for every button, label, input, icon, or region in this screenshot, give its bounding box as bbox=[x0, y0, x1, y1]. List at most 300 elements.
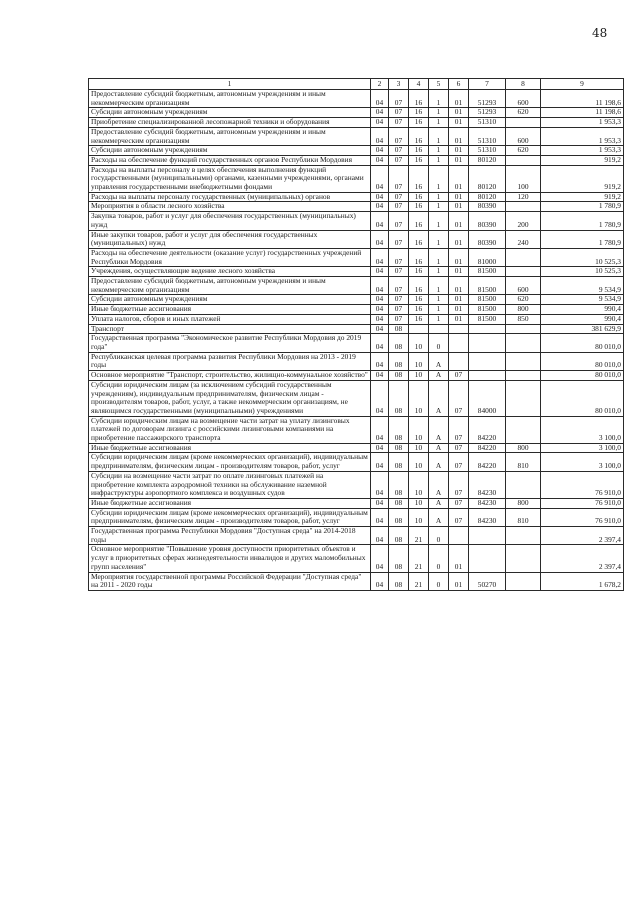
expense-type-code-cell bbox=[506, 118, 541, 128]
direction-code-cell: 80120 bbox=[469, 165, 506, 192]
direction-code-cell: 50270 bbox=[469, 572, 506, 590]
section-code-cell: 04 bbox=[371, 118, 389, 128]
amount-cell: 80 010,0 bbox=[541, 371, 624, 381]
direction-code-cell: 84230 bbox=[469, 498, 506, 508]
subprogram-code-cell: А bbox=[429, 371, 449, 381]
amount-cell: 3 100,0 bbox=[541, 416, 624, 443]
subprogram-code-cell: 1 bbox=[429, 202, 449, 212]
row-name-cell: Иные бюджетные ассигнования bbox=[89, 498, 371, 508]
direction-code-cell: 80120 bbox=[469, 192, 506, 202]
event-code-cell: 01 bbox=[449, 314, 469, 324]
subsection-code-cell: 07 bbox=[389, 230, 409, 248]
table-row bbox=[89, 498, 624, 508]
program-code-cell: 10 bbox=[409, 453, 429, 471]
direction-code-cell: 80120 bbox=[469, 155, 506, 165]
direction-code-cell: 80390 bbox=[469, 230, 506, 248]
event-code-cell: 07 bbox=[449, 453, 469, 471]
section-code-cell: 04 bbox=[371, 380, 389, 416]
section-code-cell: 04 bbox=[371, 90, 389, 108]
section-code-cell: 04 bbox=[371, 334, 389, 352]
subprogram-code-cell: 1 bbox=[429, 118, 449, 128]
table-row bbox=[89, 277, 624, 295]
program-code-cell: 16 bbox=[409, 295, 429, 305]
table-row bbox=[89, 471, 624, 498]
row-name-cell: Расходы на выплаты персоналу государственных (муниципальных) органов bbox=[89, 192, 371, 202]
expense-type-code-cell: 100 bbox=[506, 165, 541, 192]
row-name-cell: Расходы на обеспечение деятельности (оказание услуг) государственных учреждений Республики Мордовия bbox=[89, 248, 371, 266]
subsection-code-cell: 07 bbox=[389, 295, 409, 305]
table-row bbox=[89, 118, 624, 128]
subsection-code-cell: 07 bbox=[389, 90, 409, 108]
program-code-cell: 16 bbox=[409, 277, 429, 295]
row-name-cell: Учреждения, осуществляющие ведение лесного хозяйства bbox=[89, 267, 371, 277]
direction-code-cell: 84220 bbox=[469, 416, 506, 443]
amount-cell: 919,2 bbox=[541, 155, 624, 165]
table-header-row bbox=[89, 79, 624, 90]
program-code-cell: 16 bbox=[409, 118, 429, 128]
section-code-cell: 04 bbox=[371, 248, 389, 266]
subprogram-code-cell: 0 bbox=[429, 527, 449, 545]
row-name-cell: Государственная программа Республики Мордовия "Доступная среда" на 2014-2018 годы bbox=[89, 527, 371, 545]
expense-type-code-cell bbox=[506, 371, 541, 381]
row-name-cell: Мероприятия государственной программы Российской Федерации "Доступная среда" на 2011 - 2020 годы bbox=[89, 572, 371, 590]
row-name-cell: Субсидии юридическим лицам (кроме некоммерческих организаций), индивидуальным предпринимателям, физическим лицам - производителям товаров, работ, услуг bbox=[89, 508, 371, 526]
subsection-code-cell: 08 bbox=[389, 443, 409, 453]
event-code-cell: 01 bbox=[449, 295, 469, 305]
subsection-code-cell: 07 bbox=[389, 202, 409, 212]
expense-type-code-cell: 810 bbox=[506, 453, 541, 471]
amount-cell: 1 780,9 bbox=[541, 212, 624, 230]
expense-type-code-cell: 600 bbox=[506, 90, 541, 108]
subsection-code-cell: 08 bbox=[389, 471, 409, 498]
expense-type-code-cell bbox=[506, 334, 541, 352]
row-name-cell: Предоставление субсидий бюджетным, автономным учреждениям и иным некоммерческим организациям bbox=[89, 127, 371, 145]
program-code-cell: 16 bbox=[409, 146, 429, 156]
row-name-cell: Субсидии юридическим лицам (за исключением субсидий государственным учреждениям), индивидуальным предпринимателям, физическим лицам - производителям товаров, работ, услуг, а также некоммерческим организациям, не являющимся государственными (муниципальными) учреждениями bbox=[89, 380, 371, 416]
subprogram-code-cell: 1 bbox=[429, 295, 449, 305]
subsection-code-cell: 07 bbox=[389, 192, 409, 202]
section-code-cell: 04 bbox=[371, 202, 389, 212]
expense-type-code-cell bbox=[506, 155, 541, 165]
table-row bbox=[89, 352, 624, 370]
direction-code-cell: 51310 bbox=[469, 146, 506, 156]
amount-cell: 1 953,3 bbox=[541, 127, 624, 145]
column-header: 3 bbox=[389, 79, 409, 90]
program-code-cell: 16 bbox=[409, 155, 429, 165]
amount-cell: 2 397,4 bbox=[541, 545, 624, 572]
program-code-cell: 16 bbox=[409, 248, 429, 266]
amount-cell: 80 010,0 bbox=[541, 352, 624, 370]
expense-type-code-cell: 600 bbox=[506, 127, 541, 145]
expense-type-code-cell bbox=[506, 267, 541, 277]
section-code-cell: 04 bbox=[371, 453, 389, 471]
subsection-code-cell: 07 bbox=[389, 277, 409, 295]
subsection-code-cell: 08 bbox=[389, 498, 409, 508]
event-code-cell: 01 bbox=[449, 572, 469, 590]
program-code-cell: 10 bbox=[409, 498, 429, 508]
subprogram-code-cell: 0 bbox=[429, 334, 449, 352]
event-code-cell: 01 bbox=[449, 90, 469, 108]
table-row bbox=[89, 90, 624, 108]
event-code-cell: 01 bbox=[449, 267, 469, 277]
event-code-cell: 01 bbox=[449, 118, 469, 128]
subsection-code-cell: 08 bbox=[389, 508, 409, 526]
section-code-cell: 04 bbox=[371, 416, 389, 443]
amount-cell: 11 198,6 bbox=[541, 108, 624, 118]
expense-type-code-cell: 240 bbox=[506, 230, 541, 248]
table-row bbox=[89, 443, 624, 453]
subprogram-code-cell: 1 bbox=[429, 108, 449, 118]
table-row bbox=[89, 305, 624, 315]
table-row bbox=[89, 248, 624, 266]
subsection-code-cell: 07 bbox=[389, 146, 409, 156]
section-code-cell: 04 bbox=[371, 572, 389, 590]
program-code-cell: 10 bbox=[409, 416, 429, 443]
event-code-cell: 01 bbox=[449, 108, 469, 118]
section-code-cell: 04 bbox=[371, 508, 389, 526]
event-code-cell: 01 bbox=[449, 230, 469, 248]
subsection-code-cell: 07 bbox=[389, 118, 409, 128]
subsection-code-cell: 08 bbox=[389, 453, 409, 471]
subsection-code-cell: 07 bbox=[389, 314, 409, 324]
direction-code-cell bbox=[469, 527, 506, 545]
program-code-cell: 10 bbox=[409, 371, 429, 381]
event-code-cell: 01 bbox=[449, 165, 469, 192]
row-name-cell: Республиканская целевая программа развития Республики Мордовия на 2013 - 2019 годы bbox=[89, 352, 371, 370]
section-code-cell: 04 bbox=[371, 108, 389, 118]
section-code-cell: 04 bbox=[371, 471, 389, 498]
expense-type-code-cell: 120 bbox=[506, 192, 541, 202]
direction-code-cell: 81000 bbox=[469, 248, 506, 266]
row-name-cell: Расходы на выплаты персоналу в целях обеспечения выполнения функций государственными (муниципальными) органами, казенными учреждениями, органами управления государственными внебюджетными фондами bbox=[89, 165, 371, 192]
row-name-cell: Иные бюджетные ассигнования bbox=[89, 305, 371, 315]
subsection-code-cell: 08 bbox=[389, 334, 409, 352]
direction-code-cell bbox=[469, 324, 506, 334]
amount-cell: 9 534,9 bbox=[541, 295, 624, 305]
event-code-cell: 07 bbox=[449, 508, 469, 526]
direction-code-cell bbox=[469, 352, 506, 370]
subprogram-code-cell: 1 bbox=[429, 248, 449, 266]
table-row bbox=[89, 380, 624, 416]
budget-table bbox=[88, 78, 624, 591]
amount-cell: 80 010,0 bbox=[541, 380, 624, 416]
section-code-cell: 04 bbox=[371, 527, 389, 545]
subsection-code-cell: 08 bbox=[389, 371, 409, 381]
amount-cell: 1 678,2 bbox=[541, 572, 624, 590]
section-code-cell: 04 bbox=[371, 230, 389, 248]
amount-cell: 1 953,3 bbox=[541, 146, 624, 156]
program-code-cell: 16 bbox=[409, 192, 429, 202]
expense-type-code-cell: 200 bbox=[506, 212, 541, 230]
direction-code-cell: 84000 bbox=[469, 380, 506, 416]
row-name-cell: Государственная программа "Экономическое развитие Республики Мордовия до 2019 года" bbox=[89, 334, 371, 352]
program-code-cell: 21 bbox=[409, 572, 429, 590]
amount-cell: 919,2 bbox=[541, 165, 624, 192]
table-row bbox=[89, 334, 624, 352]
direction-code-cell: 51310 bbox=[469, 127, 506, 145]
direction-code-cell: 51293 bbox=[469, 108, 506, 118]
section-code-cell: 04 bbox=[371, 371, 389, 381]
amount-cell: 11 198,6 bbox=[541, 90, 624, 108]
subsection-code-cell: 07 bbox=[389, 305, 409, 315]
event-code-cell: 07 bbox=[449, 471, 469, 498]
direction-code-cell: 84220 bbox=[469, 453, 506, 471]
direction-code-cell: 80390 bbox=[469, 202, 506, 212]
row-name-cell: Уплата налогов, сборов и иных платежей bbox=[89, 314, 371, 324]
row-name-cell: Транспорт bbox=[89, 324, 371, 334]
subprogram-code-cell: 1 bbox=[429, 277, 449, 295]
amount-cell: 10 525,3 bbox=[541, 248, 624, 266]
expense-type-code-cell: 800 bbox=[506, 305, 541, 315]
amount-cell: 10 525,3 bbox=[541, 267, 624, 277]
event-code-cell: 07 bbox=[449, 416, 469, 443]
subprogram-code-cell: 1 bbox=[429, 90, 449, 108]
event-code-cell: 01 bbox=[449, 192, 469, 202]
subsection-code-cell: 07 bbox=[389, 248, 409, 266]
event-code-cell bbox=[449, 352, 469, 370]
subprogram-code-cell: 1 bbox=[429, 230, 449, 248]
row-name-cell: Субсидии юридическим лицам на возмещение части затрат на уплату лизинговых платежей по договорам лизинга с российскими лизинговыми компаниями на приобретение пассажирского транспорта bbox=[89, 416, 371, 443]
event-code-cell: 07 bbox=[449, 443, 469, 453]
table-row bbox=[89, 202, 624, 212]
direction-code-cell: 51310 bbox=[469, 118, 506, 128]
table-row bbox=[89, 572, 624, 590]
event-code-cell: 01 bbox=[449, 305, 469, 315]
section-code-cell: 04 bbox=[371, 352, 389, 370]
section-code-cell: 04 bbox=[371, 165, 389, 192]
event-code-cell: 01 bbox=[449, 277, 469, 295]
amount-cell: 76 910,0 bbox=[541, 498, 624, 508]
row-name-cell: Закупка товаров, работ и услуг для обеспечения государственных (муниципальных) нужд bbox=[89, 212, 371, 230]
subsection-code-cell: 07 bbox=[389, 267, 409, 277]
subprogram-code-cell: А bbox=[429, 416, 449, 443]
section-code-cell: 04 bbox=[371, 305, 389, 315]
subprogram-code-cell bbox=[429, 324, 449, 334]
column-header: 7 bbox=[469, 79, 506, 90]
program-code-cell: 10 bbox=[409, 352, 429, 370]
section-code-cell: 04 bbox=[371, 146, 389, 156]
subprogram-code-cell: 1 bbox=[429, 305, 449, 315]
row-name-cell: Предоставление субсидий бюджетным, автономным учреждениям и иным некоммерческим организациям bbox=[89, 277, 371, 295]
subsection-code-cell: 07 bbox=[389, 165, 409, 192]
program-code-cell: 10 bbox=[409, 334, 429, 352]
subprogram-code-cell: 1 bbox=[429, 314, 449, 324]
table-row bbox=[89, 314, 624, 324]
amount-cell: 9 534,9 bbox=[541, 277, 624, 295]
subprogram-code-cell: А bbox=[429, 352, 449, 370]
expense-type-code-cell: 620 bbox=[506, 108, 541, 118]
subprogram-code-cell: А bbox=[429, 498, 449, 508]
expense-type-code-cell bbox=[506, 416, 541, 443]
direction-code-cell: 84220 bbox=[469, 443, 506, 453]
program-code-cell: 10 bbox=[409, 443, 429, 453]
program-code-cell: 21 bbox=[409, 527, 429, 545]
section-code-cell: 04 bbox=[371, 212, 389, 230]
direction-code-cell: 84230 bbox=[469, 508, 506, 526]
section-code-cell: 04 bbox=[371, 155, 389, 165]
row-name-cell: Предоставление субсидий бюджетным, автономным учреждениям и иным некоммерческим организациям bbox=[89, 90, 371, 108]
program-code-cell: 10 bbox=[409, 508, 429, 526]
expense-type-code-cell: 850 bbox=[506, 314, 541, 324]
direction-code-cell: 81500 bbox=[469, 295, 506, 305]
expense-type-code-cell bbox=[506, 527, 541, 545]
event-code-cell: 01 bbox=[449, 202, 469, 212]
row-name-cell: Иные бюджетные ассигнования bbox=[89, 443, 371, 453]
program-code-cell: 16 bbox=[409, 212, 429, 230]
amount-cell: 381 629,9 bbox=[541, 324, 624, 334]
event-code-cell bbox=[449, 334, 469, 352]
column-header: 9 bbox=[541, 79, 624, 90]
event-code-cell bbox=[449, 324, 469, 334]
row-name-cell: Субсидии автономным учреждениям bbox=[89, 295, 371, 305]
program-code-cell: 21 bbox=[409, 545, 429, 572]
program-code-cell: 16 bbox=[409, 127, 429, 145]
column-header: 6 bbox=[449, 79, 469, 90]
event-code-cell: 01 bbox=[449, 545, 469, 572]
subsection-code-cell: 08 bbox=[389, 416, 409, 443]
table-row bbox=[89, 192, 624, 202]
subprogram-code-cell: 1 bbox=[429, 127, 449, 145]
program-code-cell: 16 bbox=[409, 165, 429, 192]
row-name-cell: Иные закупки товаров, работ и услуг для обеспечения государственных (муниципальных) нужд bbox=[89, 230, 371, 248]
expense-type-code-cell bbox=[506, 202, 541, 212]
expense-type-code-cell: 600 bbox=[506, 277, 541, 295]
direction-code-cell: 81500 bbox=[469, 305, 506, 315]
subprogram-code-cell: А bbox=[429, 471, 449, 498]
table-row bbox=[89, 508, 624, 526]
subprogram-code-cell: 1 bbox=[429, 165, 449, 192]
event-code-cell: 01 bbox=[449, 212, 469, 230]
event-code-cell: 07 bbox=[449, 371, 469, 381]
subprogram-code-cell: 1 bbox=[429, 155, 449, 165]
expense-type-code-cell: 620 bbox=[506, 146, 541, 156]
direction-code-cell: 81500 bbox=[469, 277, 506, 295]
expense-type-code-cell: 810 bbox=[506, 508, 541, 526]
direction-code-cell: 51293 bbox=[469, 90, 506, 108]
section-code-cell: 04 bbox=[371, 295, 389, 305]
subprogram-code-cell: 0 bbox=[429, 572, 449, 590]
expense-type-code-cell: 800 bbox=[506, 443, 541, 453]
row-name-cell: Субсидии автономным учреждениям bbox=[89, 146, 371, 156]
section-code-cell: 04 bbox=[371, 192, 389, 202]
section-code-cell: 04 bbox=[371, 498, 389, 508]
program-code-cell: 16 bbox=[409, 305, 429, 315]
section-code-cell: 04 bbox=[371, 127, 389, 145]
subsection-code-cell: 08 bbox=[389, 324, 409, 334]
row-name-cell: Основное мероприятие "Транспорт, строительство, жилищно-коммунальное хозяйство" bbox=[89, 371, 371, 381]
amount-cell: 919,2 bbox=[541, 192, 624, 202]
expense-type-code-cell bbox=[506, 248, 541, 266]
section-code-cell: 04 bbox=[371, 443, 389, 453]
event-code-cell: 07 bbox=[449, 380, 469, 416]
page-number: 48 bbox=[592, 26, 608, 40]
table-row bbox=[89, 230, 624, 248]
amount-cell: 76 910,0 bbox=[541, 471, 624, 498]
program-code-cell: 10 bbox=[409, 380, 429, 416]
amount-cell: 3 100,0 bbox=[541, 443, 624, 453]
expense-type-code-cell: 800 bbox=[506, 498, 541, 508]
section-code-cell: 04 bbox=[371, 277, 389, 295]
table-row bbox=[89, 165, 624, 192]
subsection-code-cell: 08 bbox=[389, 572, 409, 590]
expense-type-code-cell bbox=[506, 380, 541, 416]
column-header: 5 bbox=[429, 79, 449, 90]
table-row bbox=[89, 108, 624, 118]
program-code-cell: 16 bbox=[409, 108, 429, 118]
subprogram-code-cell: 0 bbox=[429, 545, 449, 572]
program-code-cell: 16 bbox=[409, 314, 429, 324]
row-name-cell: Мероприятия в области лесного хозяйства bbox=[89, 202, 371, 212]
direction-code-cell: 81500 bbox=[469, 267, 506, 277]
direction-code-cell bbox=[469, 334, 506, 352]
subprogram-code-cell: А bbox=[429, 508, 449, 526]
program-code-cell: 16 bbox=[409, 267, 429, 277]
subprogram-code-cell: А bbox=[429, 380, 449, 416]
direction-code-cell bbox=[469, 371, 506, 381]
row-name-cell: Субсидии автономным учреждениям bbox=[89, 108, 371, 118]
row-name-cell: Приобретение специализированной лесопожарной техники и оборудования bbox=[89, 118, 371, 128]
column-header: 4 bbox=[409, 79, 429, 90]
direction-code-cell: 81500 bbox=[469, 314, 506, 324]
table-row bbox=[89, 371, 624, 381]
amount-cell: 1 780,9 bbox=[541, 230, 624, 248]
amount-cell: 76 910,0 bbox=[541, 508, 624, 526]
event-code-cell: 07 bbox=[449, 498, 469, 508]
subsection-code-cell: 07 bbox=[389, 108, 409, 118]
subprogram-code-cell: А bbox=[429, 453, 449, 471]
direction-code-cell: 84230 bbox=[469, 471, 506, 498]
amount-cell: 3 100,0 bbox=[541, 453, 624, 471]
program-code-cell bbox=[409, 324, 429, 334]
expense-type-code-cell bbox=[506, 324, 541, 334]
section-code-cell: 04 bbox=[371, 267, 389, 277]
amount-cell: 990,4 bbox=[541, 305, 624, 315]
event-code-cell: 01 bbox=[449, 248, 469, 266]
amount-cell: 1 780,9 bbox=[541, 202, 624, 212]
event-code-cell: 01 bbox=[449, 146, 469, 156]
table-row bbox=[89, 146, 624, 156]
expense-type-code-cell bbox=[506, 352, 541, 370]
program-code-cell: 16 bbox=[409, 90, 429, 108]
subsection-code-cell: 07 bbox=[389, 155, 409, 165]
column-header: 2 bbox=[371, 79, 389, 90]
table-row bbox=[89, 155, 624, 165]
subprogram-code-cell: 1 bbox=[429, 267, 449, 277]
row-name-cell: Субсидии юридическим лицам (кроме некоммерческих организаций), индивидуальным предпринимателям, физическим лицам - производителям товаров, работ, услуг bbox=[89, 453, 371, 471]
amount-cell: 80 010,0 bbox=[541, 334, 624, 352]
section-code-cell: 04 bbox=[371, 314, 389, 324]
subsection-code-cell: 07 bbox=[389, 127, 409, 145]
subprogram-code-cell: 1 bbox=[429, 192, 449, 202]
expense-type-code-cell bbox=[506, 545, 541, 572]
table-row bbox=[89, 527, 624, 545]
expense-type-code-cell: 620 bbox=[506, 295, 541, 305]
table-row bbox=[89, 416, 624, 443]
subprogram-code-cell: 1 bbox=[429, 146, 449, 156]
section-code-cell: 04 bbox=[371, 324, 389, 334]
row-name-cell: Расходы на обеспечение функций государственных органов Республики Мордовия bbox=[89, 155, 371, 165]
amount-cell: 1 953,3 bbox=[541, 118, 624, 128]
column-header: 8 bbox=[506, 79, 541, 90]
subprogram-code-cell: А bbox=[429, 443, 449, 453]
event-code-cell: 01 bbox=[449, 155, 469, 165]
column-header: 1 bbox=[89, 79, 371, 90]
table-row bbox=[89, 545, 624, 572]
row-name-cell: Основное мероприятие "Повышение уровня доступности приоритетных объектов и услуг в приоритетных сферах жизнедеятельности инвалидов и других маломобильных групп населения" bbox=[89, 545, 371, 572]
table-row bbox=[89, 212, 624, 230]
program-code-cell: 16 bbox=[409, 230, 429, 248]
program-code-cell: 10 bbox=[409, 471, 429, 498]
